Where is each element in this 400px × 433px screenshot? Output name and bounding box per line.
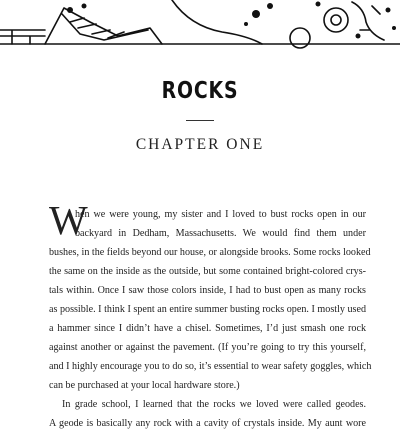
speckle: [316, 2, 321, 7]
speckle: [67, 7, 73, 13]
speckle: [386, 8, 391, 13]
chapter-body: [49, 205, 372, 433]
speckle: [356, 34, 361, 39]
geode-pebble: [324, 8, 348, 32]
speckle: [244, 22, 248, 26]
rock-arc-right: [172, 0, 262, 44]
chapter-number: CHAPTER ONE: [135, 136, 265, 153]
drop-cap: W: [49, 197, 88, 243]
title-divider: [186, 120, 214, 121]
text-line: backyard in Dedham, Massachusetts. We would find them under: [75, 228, 366, 239]
text-line: against another or against the pavement. (If you’re going to try this yourself,: [49, 342, 366, 353]
speckle: [392, 26, 396, 30]
stone-bars: [0, 30, 45, 44]
text-line: the same on the inside as the outside, but some contained bright-colored crys-: [49, 266, 366, 277]
paragraph: [49, 395, 366, 433]
speckle: [252, 10, 260, 18]
text-line: as possible. I think I spent an entire summer busting rocks open. I mostly used: [49, 304, 366, 315]
text-line: tals within. Once I saw those colors inside, I had to bust open as many rocks: [49, 285, 366, 296]
text-line: and I highly encourage you to do so, it’s essential to wear safety goggles, which: [49, 361, 372, 372]
chapter-header-illustration: [0, 0, 400, 50]
chapter-title: ROCKS: [161, 78, 239, 104]
text-line: A geode is basically any rock with a cavity of crystals inside. My aunt wore: [49, 418, 366, 429]
text-line: bushes, in the fields beyond our house, or alongside brooks. Some rocks looked: [49, 247, 371, 258]
round-pebble: [290, 28, 310, 48]
large-rock: [45, 8, 162, 44]
speckle: [267, 3, 273, 9]
paragraph: [49, 205, 372, 395]
speckle: [82, 4, 87, 9]
crystal-cavity: [62, 14, 148, 40]
text-line: can be purchased at your local hardware store.): [49, 380, 240, 391]
text-line: a hammer since I didn’t have a chisel. Sometimes, I’d just smash one rock: [49, 323, 366, 334]
text-line: hen we were young, my sister and I loved to bust rocks open in our: [75, 209, 366, 220]
text-line: In grade school, I learned that the rocks we loved were called geodes.: [62, 399, 366, 410]
